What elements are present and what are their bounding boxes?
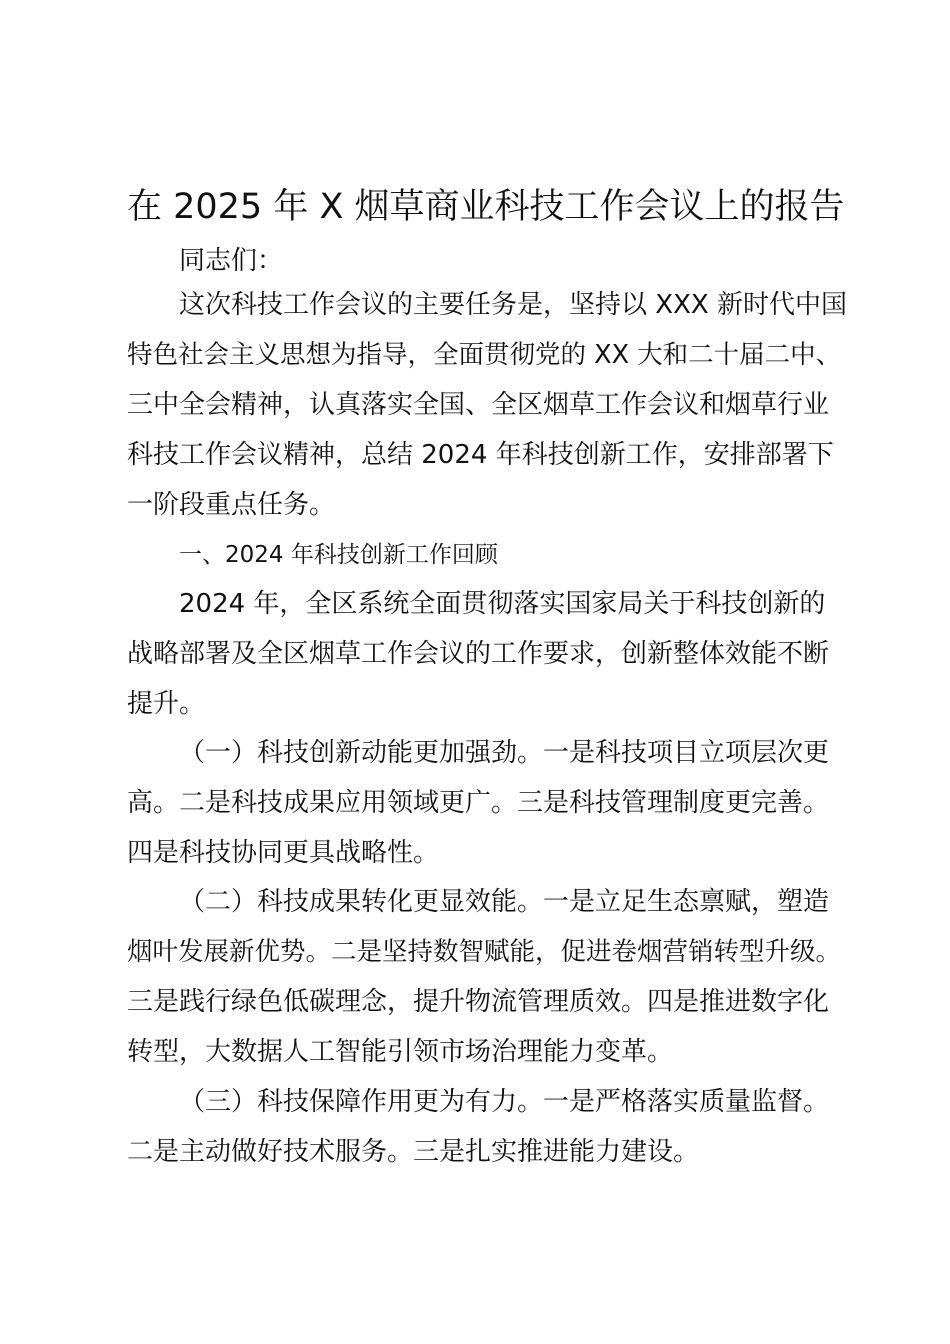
paragraph-point-2 (127, 877, 847, 1077)
section-heading: 一、2024 年科技创新工作回顾 (179, 542, 498, 568)
paragraph-line: （二）科技成果转化更显效能。一是立足生态禀赋，塑造 (179, 887, 830, 917)
paragraph-overview (127, 579, 847, 729)
paragraph-line: 这次科技工作会议的主要任务是，坚持以 XXX 新时代中国 (179, 290, 847, 320)
paragraph-line: （三）科技保障作用更为有力。一是严格落实质量监督。 (179, 1087, 830, 1117)
salutation-text: 同志们： (179, 246, 284, 276)
paragraph-line: 战略部署及全区烟草工作会议的工作要求，创新整体效能不断 (127, 639, 830, 669)
paragraph-intro (127, 280, 847, 530)
paragraph-line: 转型，大数据人工智能引领市场治理能力变革。 (127, 1037, 674, 1067)
paragraph-point-1 (127, 728, 847, 878)
salutation (127, 236, 847, 286)
paragraph-line: 科技工作会议精神，总结 2024 年科技创新工作，安排部署下 (127, 440, 834, 470)
paragraph-line: 三中全会精神，认真落实全国、全区烟草工作会议和烟草行业 (127, 390, 830, 420)
paragraph-line: 高。二是科技成果应用领域更广。三是科技管理制度更完善。 (127, 788, 830, 818)
document-title: 在 2025 年 X 烟草商业科技工作会议上的报告 (127, 187, 845, 227)
paragraph-line: 提升。 (127, 689, 206, 719)
paragraph-line: 烟叶发展新优势。二是坚持数智赋能，促进卷烟营销转型升级。 (127, 937, 842, 967)
paragraph-line: 2024 年，全区系统全面贯彻落实国家局关于科技创新的 (179, 589, 826, 619)
paragraph-line: 一阶段重点任务。 (127, 490, 336, 520)
paragraph-line: （一）科技创新动能更加强劲。一是科技项目立项层次更 (179, 738, 830, 768)
paragraph-line: 二是主动做好技术服务。三是扎实推进能力建设。 (127, 1137, 700, 1167)
paragraph-point-3 (127, 1077, 847, 1177)
paragraph-line: 特色社会主义思想为指导，全面贯彻党的 XX 大和二十届二中、 (127, 340, 842, 370)
paragraph-line: 三是践行绿色低碳理念，提升物流管理质效。四是推进数字化 (127, 987, 830, 1017)
paragraph-line: 四是科技协同更具战略性。 (127, 838, 440, 868)
